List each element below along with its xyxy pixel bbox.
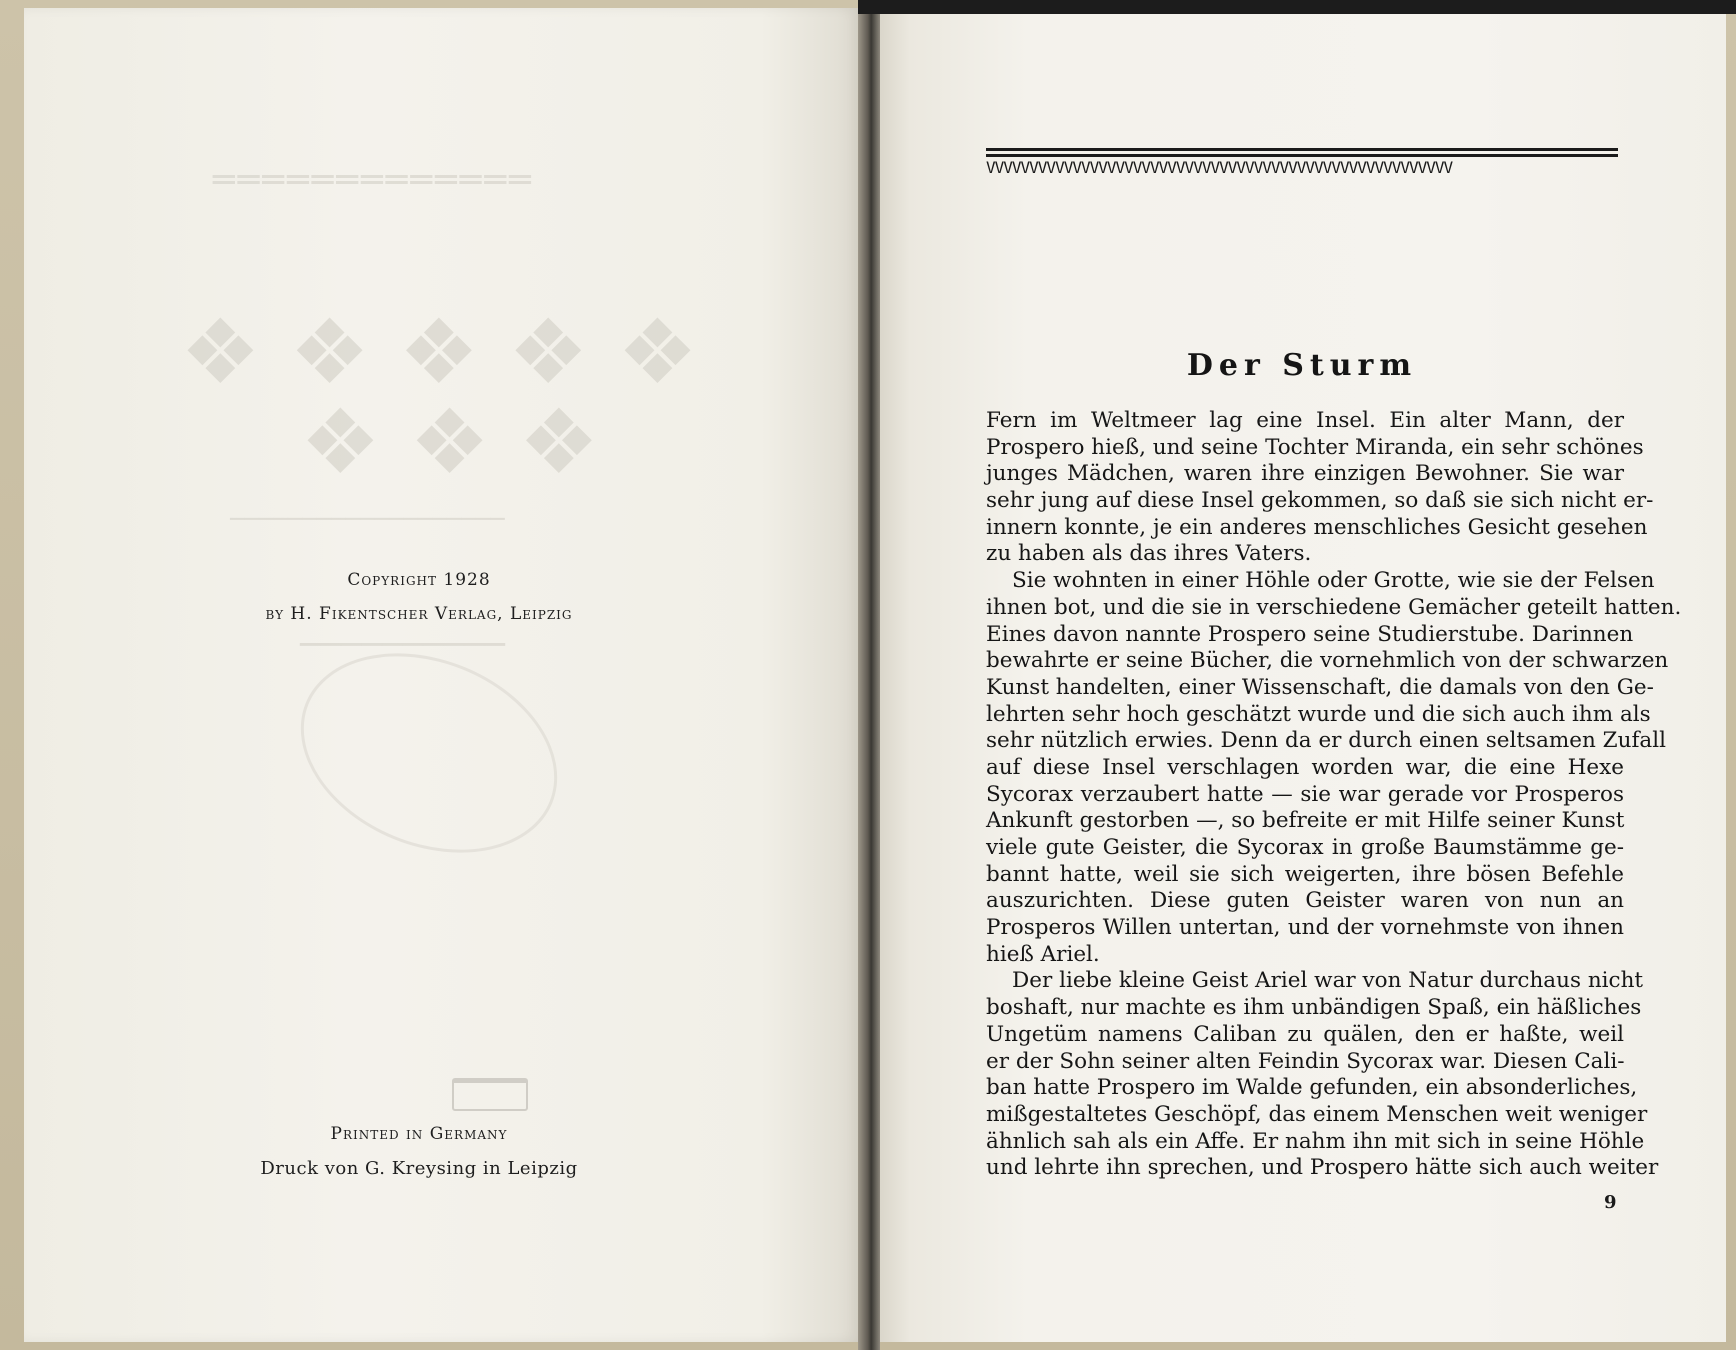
text-line: er der Sohn seiner alten Feindin Sycorax war. Diesen Cali- [986,1048,1625,1074]
bleed-through-mark: ❖ ❖ ❖ ❖ ❖ [180,300,698,405]
text-line: sehr nützlich erwies. Denn da er durch einen seltsamen Zufall [986,728,1666,754]
book-gutter [858,0,880,1350]
text-line: Ungetüm namens Caliban zu quälen, den er haßte, weil [986,1021,1624,1047]
text-line: Der liebe kleine Geist Ariel war von Natur durchaus nicht [1012,968,1644,994]
text-line: mißgestaltetes Geschöpf, das einem Menschen weit weniger [986,1101,1648,1127]
text-line: bannt hatte, weil sie sich weigerten, ihre bösen Befehle [986,861,1624,887]
copyright-line: Copyright 1928 [347,570,491,590]
text-line: zu haben als das ihres Vaters. [986,541,1312,567]
bleed-through-mark: ─────────────────── [230,505,505,533]
text-line: Eines davon nannte Prospero seine Studierstube. Darinnen [986,621,1634,647]
chapter-heading: Der Sturm [1186,348,1418,383]
text-line: sehr jung auf diese Insel gekommen, so daß sie sich nicht er- [986,488,1654,514]
text-line: Kunst handelten, einer Wissenschaft, die damals von den Ge- [986,674,1654,700]
text-line: ihnen bot, und die sie in verschiedene Gemächer geteilt hatten. [986,594,1682,620]
text-line: innern konnte, je ein anderes menschliches Gesicht gesehen [986,514,1648,540]
text-line: ähnlich sah als ein Affe. Er nahm ihn mit sich in seine Höhle [986,1128,1645,1154]
printed-in-line: Printed in Germany [330,1124,508,1144]
bleed-through-mark: ═════════════ [210,160,531,201]
header-ornament-rule [986,148,1618,176]
text-line: Prosperos Willen untertan, und der vornehmste von ihnen [986,915,1624,941]
text-line: und lehrte ihn sprechen, und Prospero hätte sich auch weiter [986,1155,1659,1181]
body-text [986,408,1682,1182]
text-line: ban hatte Prospero im Walde gefunden, ein absonderliches, [986,1075,1638,1101]
text-line: lehrten sehr hoch geschätzt wurde und die sich auch ihm als [986,701,1651,727]
text-line: bewahrte er seine Bücher, die vornehmlich von der schwarzen [986,648,1669,674]
text-line: auf diese Insel verschlagen worden war, die eine Hexe [986,754,1624,780]
text-line: Prospero hieß, und seine Tochter Miranda, ein sehr schönes [986,434,1644,460]
scan-edge [858,0,1736,14]
bleed-through-mark: ────────── [300,625,505,665]
text-line: Ankunft gestorben —, so befreite er mit Hilfe seiner Kunst [986,808,1625,834]
bleed-through-mark: ❖ ❖ ❖ [300,390,600,495]
text-line: Sie wohnten in einer Höhle oder Grotte, wie sie der Felsen [1012,568,1655,594]
text-line: hieß Ariel. [986,941,1100,967]
printer-line: Druck von G. Kreysing in Leipzig [260,1158,578,1179]
rule-line [986,154,1618,157]
publisher-line: by H. Fikentscher Verlag, Leipzig [265,604,573,624]
text-line: viele gute Geister, die Sycorax in große Baumstämme ge- [986,835,1624,860]
text-line: auszurichten. Diese guten Geister waren von nun an [986,888,1624,914]
rule-line [986,148,1618,151]
text-line: Sycorax verzaubert hatte — sie war gerade vor Prosperos [986,781,1624,807]
text-line: Fern im Weltmeer lag eine Insel. Ein alter Mann, der [986,408,1624,433]
text-line: junges Mädchen, waren ihre einzigen Bewohner. Sie war [986,461,1624,487]
chevron-border: VVVVVVVVVVVVVVVVVVVVVVVVVVVVVVVVVVVVVVVVVVVVVVVVVVVVVV [986,160,1453,176]
text-line: boshaft, nur machte es ihm unbändigen Spaß, ein häßliches [986,995,1642,1021]
printer-ornament [452,1078,528,1111]
page-number: 9 [1604,1192,1617,1213]
